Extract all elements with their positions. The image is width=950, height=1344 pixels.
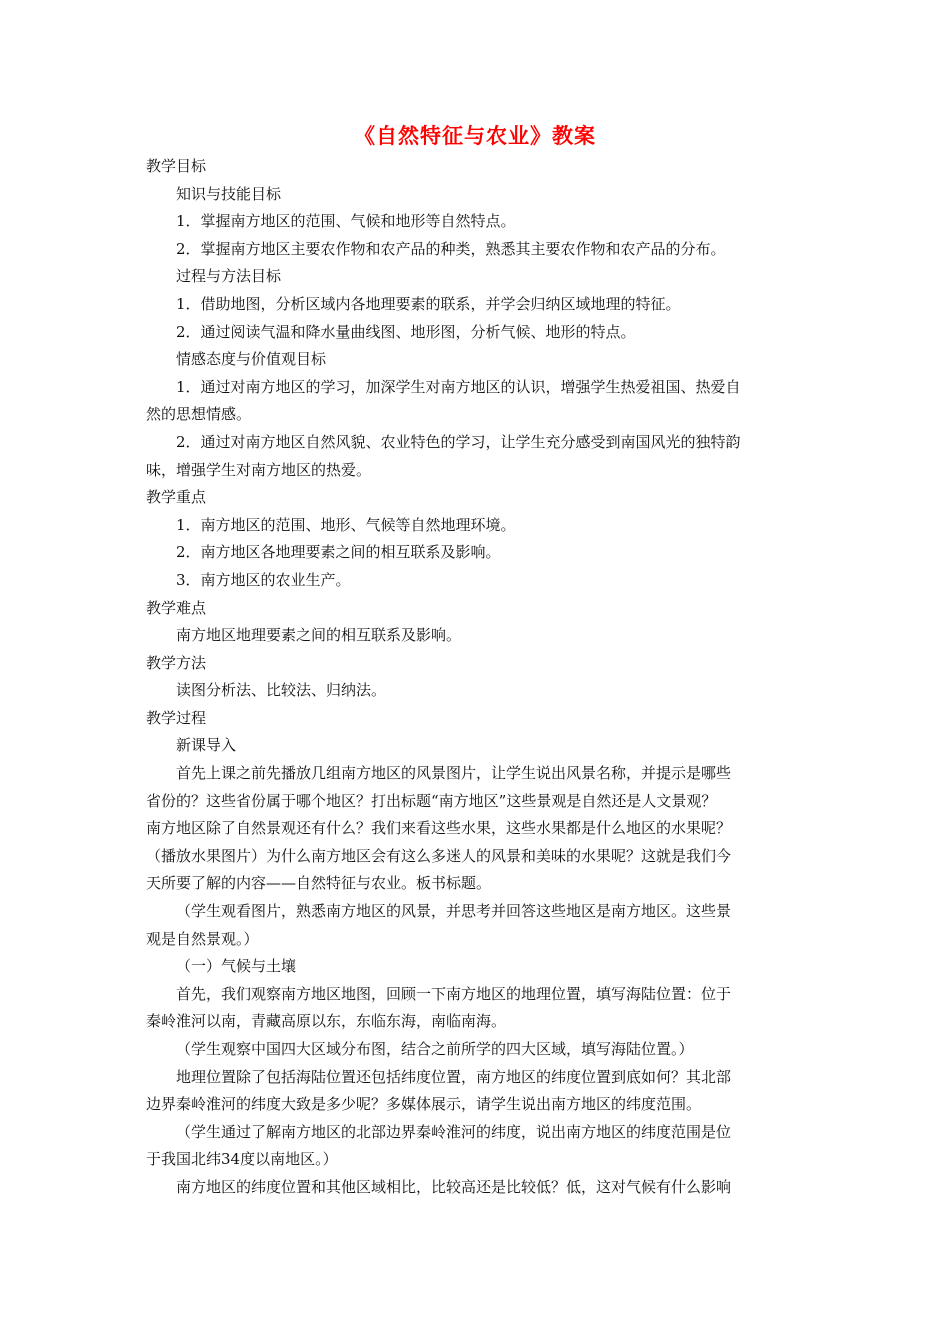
text-line: （学生通过了解南方地区的北部边界秦岭淮河的纬度，说出南方地区的纬度范围是位: [176, 1122, 732, 1141]
text-line: （学生观看图片，熟悉南方地区的风景，并思考并回答这些地区是南方地区。这些景: [176, 902, 732, 921]
text-line: 首先，我们观察南方地区地图，回顾一下南方地区的地理位置，填写海陆位置：位于: [176, 984, 732, 1003]
text-line: 1．掌握南方地区的范围、气候和地形等自然特点。: [176, 212, 516, 231]
text-line: 3．南方地区的农业生产。: [176, 570, 351, 589]
text-line: 2．通过对南方地区自然风貌、农业特色的学习，让学生充分感受到南国风光的独特韵: [176, 432, 741, 451]
text-line: 教学难点: [146, 598, 207, 617]
text-line: 观是自然景观。）: [146, 929, 259, 948]
text-line: 情感态度与价值观目标: [176, 350, 327, 369]
text-line: 教学方法: [146, 653, 207, 672]
text-line: 1．通过对南方地区的学习，加深学生对南方地区的认识，增强学生热爱祖国、热爱自: [176, 377, 741, 396]
text-line: 天所要了解的内容——自然特征与农业。板书标题。: [146, 874, 492, 893]
text-line: 然的思想情感。: [146, 405, 252, 424]
text-line: 知识与技能目标: [176, 184, 282, 203]
text-line: 1．借助地图，分析区域内各地理要素的联系，并学会归纳区域地理的特征。: [176, 294, 681, 313]
text-line: 边界秦岭淮河的纬度大致是多少呢？多媒体展示，请学生说出南方地区的纬度范围。: [146, 1095, 702, 1114]
document-body: [146, 153, 806, 1202]
text-line: 南方地区除了自然景观还有什么？我们来看这些水果，这些水果都是什么地区的水果呢？: [146, 819, 732, 838]
text-line: 于我国北纬34度以南地区。）: [146, 1150, 338, 1169]
text-line: 2．南方地区各地理要素之间的相互联系及影响。: [176, 543, 501, 562]
text-line: 地理位置除了包括海陆位置还包括纬度位置，南方地区的纬度位置到底如何？其北部: [176, 1067, 732, 1086]
text-line: 教学重点: [146, 488, 207, 507]
text-line: （一）气候与土壤: [176, 957, 297, 976]
text-line: （学生观察中国四大区域分布图，结合之前所学的四大区域，填写海陆位置。）: [176, 1040, 694, 1058]
text-line: 新课导入: [176, 736, 237, 755]
text-line: 南方地区地理要素之间的相互联系及影响。: [176, 626, 462, 645]
text-line: 读图分析法、比较法、归纳法。: [176, 681, 387, 700]
text-line: 教学过程: [146, 708, 207, 727]
text-line: （播放水果图片）为什么南方地区会有这么多迷人的风景和美味的水果呢？这就是我们今: [146, 846, 732, 865]
text-line: 教学目标: [146, 157, 207, 175]
text-line: 2．通过阅读气温和降水量曲线图、地形图，分析气候、地形的特点。: [176, 322, 636, 341]
text-line: 秦岭淮河以南，青藏高原以东，东临东海，南临南海。: [146, 1012, 507, 1031]
text-line: 2．掌握南方地区主要农作物和农产品的种类，熟悉其主要农作物和农产品的分布。: [176, 239, 726, 258]
text-line: 过程与方法目标: [176, 267, 282, 286]
text-line: 味，增强学生对南方地区的热爱。: [146, 460, 372, 479]
text-line: 首先上课之前先播放几组南方地区的风景图片，让学生说出风景名称，并提示是哪些: [176, 764, 732, 783]
document-title: 《自然特征与农业》教案: [354, 124, 596, 148]
text-line: 南方地区的纬度位置和其他区域相比，比较高还是比较低？低，这对气候有什么影响: [176, 1177, 732, 1196]
text-line: 1．南方地区的范围、地形、气候等自然地理环境。: [176, 515, 516, 534]
text-line: 省份的？这些省份属于哪个地区？打出标题“南方地区”这些景观是自然还是人文景观？: [146, 791, 717, 810]
